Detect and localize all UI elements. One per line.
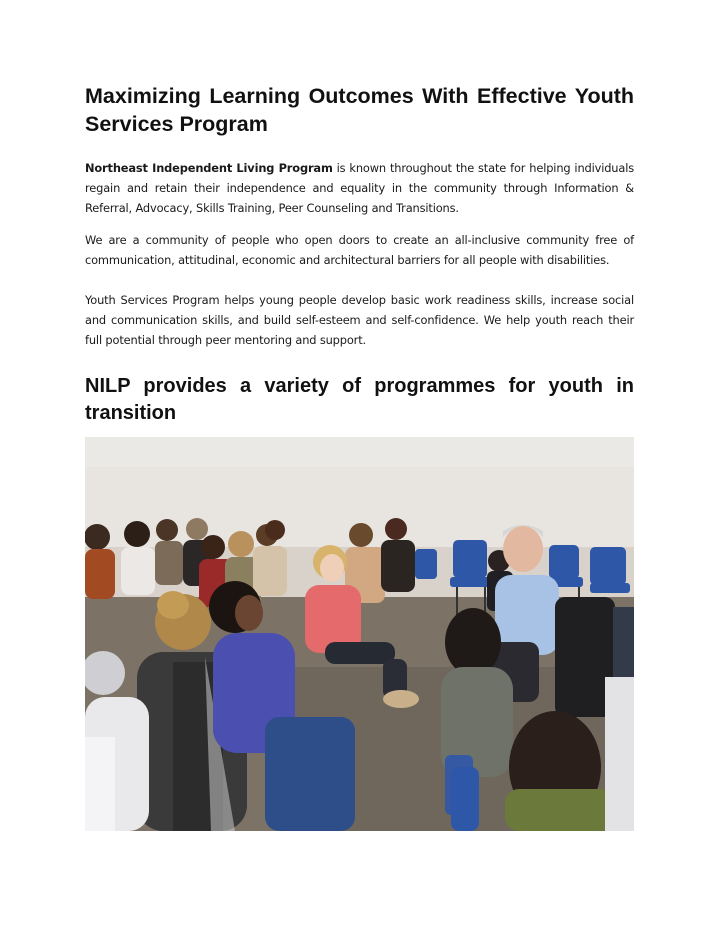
intro-paragraph bbox=[85, 158, 634, 218]
intro-text: is known throughout the state for helping individuals regain and retain their independence and equality in the community through Information & Referral, Advocacy, Skills Training, Peer Counseling and Transitions. bbox=[85, 161, 634, 215]
community-paragraph: We are a community of people who open doors to create an all-inclusive community free of communication, attitudinal, economic and architectural barriers for all people with disabilities. bbox=[85, 233, 634, 267]
youth-services-paragraph: Youth Services Program helps young people develop basic work readiness skills, increase social and communication skills, and build self-esteem and self-confidence. We help youth reach their full potential through peer mentoring and support. bbox=[85, 293, 634, 347]
section-heading: NILP provides a variety of programmes for youth in transition bbox=[85, 375, 634, 424]
photo-illustration bbox=[85, 437, 634, 831]
org-name: Northeast Independent Living Program bbox=[85, 161, 333, 175]
page-title: Maximizing Learning Outcomes With Effective Youth Services Program bbox=[85, 84, 634, 136]
document-content bbox=[85, 82, 634, 831]
group-meeting-photo bbox=[85, 437, 634, 831]
